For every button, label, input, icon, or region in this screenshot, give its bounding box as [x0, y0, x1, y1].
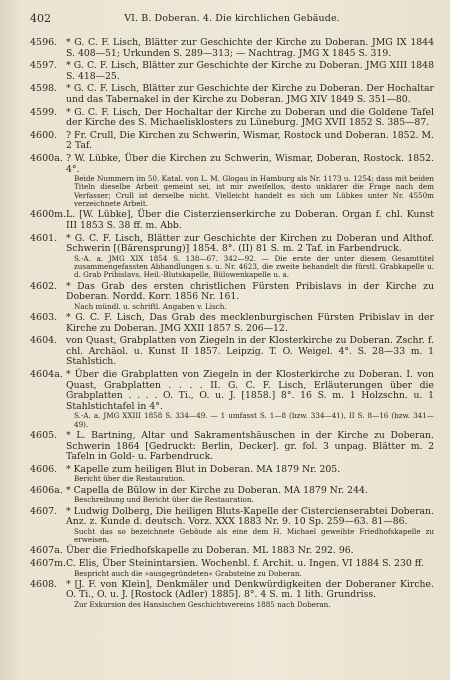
- bibliography-entry: [30, 210, 434, 231]
- bibliography-list: [30, 38, 434, 611]
- page-header: [30, 12, 434, 26]
- entry-number: 4605.: [30, 430, 58, 441]
- bibliography-entry: [30, 61, 434, 82]
- entry-text: Über die Friedhofskapelle zu Doberan. ML 1883 Nr. 292. 96.: [66, 545, 354, 557]
- bibliography-entry: [30, 370, 434, 429]
- entry-note: Sucht das so bezeichnete Gebäude als eine dem H. Michael geweihte Friedhofskapelle zu erweisen.: [74, 526, 434, 545]
- entry-note: Zur Exkursion des Hansischen Geschichtsvereins 1885 nach Doberan.: [74, 600, 331, 610]
- entry-text: * G. C. F. Lisch, Der Hochaltar der Kirche zu Doberan und die Goldene Tafel der Kirche des S. Michaelisklosters zu Lüneburg. JMG XVII 1852 S. 385—87.: [66, 106, 434, 129]
- bibliography-entry: [30, 580, 434, 609]
- entry-number: 4602.: [30, 280, 58, 292]
- entry-number: 4601.: [30, 232, 58, 244]
- entry-note: Beschreibung und Bericht über die Restauration.: [74, 495, 254, 505]
- bibliography-entry: [30, 84, 434, 105]
- running-head: VI. B. Doberan. 4. Die kirchlichen Gebäude.: [124, 13, 340, 24]
- bibliography-entry: [30, 131, 434, 152]
- bibliography-entry: [30, 234, 434, 280]
- bibliography-entry: [30, 465, 434, 484]
- entry-text: von Quast, Grabplatten von Ziegeln in der Klosterkirche zu Doberan. Zschr. f. chl. Archäol. u. Kunst II 1857. Leipzig. T. O. Weigel. 4°. S. 28—33 m. 1 Stahlstich.: [66, 335, 434, 368]
- entry-text: * Über die Grabplatten von Ziegeln in der Klosterkirche zu Doberan. I. von Quast, Grabplatten . . . . II. G. C. F. Lisch, Erläuterungen über die Grabplatten . . . . O. Ti., O. u. J. [1858.] 8°. 16 S. m. 1 Holzschn. u. 1 Stahlstichtafel in 4°.: [66, 369, 434, 412]
- entry-number: 4599.: [30, 106, 58, 118]
- entry-note: Bericht über die Restauration.: [74, 474, 186, 484]
- entry-number: 4596.: [30, 37, 58, 48]
- entry-note: S.-A. a. JMG XIX 1854 S. 138—67. 342—92. — Die erste der unter diesem Gesamttitel zusammengefassten Abhandlungen s. u. Nr. 4623, die zweite behandelt die fürstl. Grabkapelle u. d. Grab Pribislavs, Heil.-Blutskapelle, Bülowenkapelle u. a.: [74, 253, 434, 280]
- entry-text: * Das Grab des ersten christlichen Fürsten Pribislavs in der Kirche zu Doberan. Nordd. Korr. 1856 Nr. 161.: [66, 280, 434, 303]
- bibliography-entry: [30, 431, 434, 463]
- bibliography-entry: [30, 559, 434, 578]
- entry-text: * Kapelle zum heiligen Blut in Doberan. MA 1879 Nr. 205.: [66, 463, 341, 475]
- entry-text: * G. C. F. Lisch, Blätter zur Geschichte der Kirche zu Doberan. JMG XIII 1848 S. 418—25.: [66, 60, 434, 82]
- entry-number: 4598.: [30, 83, 58, 95]
- entry-text: C. Elis, Über Steinintarsien. Wochenbl. f. Archit. u. Ingen. VI 1884 S. 230 ff.: [66, 557, 424, 569]
- entry-text: * [J. F. von Klein], Denkmäler und Denkwürdigkeiten der Doberaner Kirche. O. Ti., O. u. J. [Rostock (Adler) 1885]. 8°. 4 S. m. 1 lith. Grundriss.: [66, 578, 434, 601]
- entry-text: * L. Bartning, Altar und Sakramentshäuschen in der Kirche zu Doberan. Schwerin 1864 [Gedruckt: Berlin, Decker]. gr. fol. 3 unpag. Blätter m. 2 Tafeln in Gold- u. Farbendruck.: [66, 430, 434, 463]
- entry-number: 4600.: [30, 129, 58, 141]
- entry-text: * G. C. F. Lisch, Blätter zur Geschichte der Kirche zu Doberan. Der Hochaltar und das Tabernakel in der Kirche zu Doberan. JMG XIV 1849 S. 351—80.: [66, 83, 434, 105]
- entry-number: 4603.: [30, 312, 58, 324]
- entry-text: ? W. Lübke, Über die Kirchen zu Schwerin, Wismar, Doberan, Rostock. 1852. 4°.: [66, 152, 434, 175]
- entry-text: * Capella de Bülow in der Kirche zu Doberan. MA 1879 Nr. 244.: [66, 484, 368, 496]
- entry-text: * G. C. F. Lisch, Blätter zur Geschichte der Kirchen zu Doberan und Althof. Schwerin [(Bärensprung)] 1854. 8°. (II) 81 S. m. 2 Taf. in Farbendruck.: [66, 232, 434, 255]
- entry-note: S.-A. a. JMG XXIII 1858 S. 334—49. — 1 umfasst S. 1—8 (bzw. 334—41), II S. 8—16 (bzw. 341—49).: [74, 411, 434, 429]
- entry-number: 4606a.: [30, 484, 63, 496]
- entry-text: L. [W. Lübke], Über die Cisterzienserkirche zu Doberan. Organ f. chl. Kunst III 1853 S. 38 ff. m. Abb.: [66, 209, 434, 231]
- entry-number: 4604a.: [30, 369, 63, 381]
- entry-note: Beide Nummern im 50. Katal. von L. M. Glogau in Hamburg als Nr. 1173 u. 1254; dass mit beiden Titeln dieselbe Arbeit gemeint sei, ist mir zweifellos, desto unklarer die Frage nach dem Verfasser; Crull ist derselbe nicht. Vielleicht handelt es sich um Lübkes unter Nr. 4550m verzeichnete Arbeit.: [74, 174, 434, 209]
- entry-number: 4607a.: [30, 545, 63, 557]
- entry-text: ? Fr. Crull, Die Kirchen zu Schwerin, Wismar, Rostock und Doberan. 1852. M. 2 Taf.: [66, 129, 434, 152]
- bibliography-entry: [30, 38, 434, 59]
- entry-number: 4600m.: [30, 209, 67, 221]
- bibliography-entry: [30, 486, 434, 505]
- entry-note: Bespricht auch die »ausgegründeten« Grabsteine zu Doberan.: [74, 568, 302, 578]
- entry-number: 4606.: [30, 463, 58, 475]
- entry-text: * G. C. F. Lisch, Das Grab des mecklenburgischen Fürsten Pribislav in der Kirche zu Doberan. JMG XXII 1857 S. 206—12.: [66, 312, 434, 334]
- entry-note: Nach mündl. u. schriftl. Angaben v. Lisch.: [74, 301, 227, 311]
- bibliography-entry: [30, 313, 434, 334]
- bibliography-entry: [30, 507, 434, 545]
- bibliography-entry: [30, 282, 434, 311]
- entry-number: 4607m.: [30, 557, 67, 569]
- entry-number: 4604.: [30, 335, 58, 347]
- entry-text: * G. C. F. Lisch, Blätter zur Geschichte der Kirche zu Doberan. JMG IX 1844 S. 408—51; Urkunden S. 289—313; — Nachtrag. JMG X 1845 S. 319.: [66, 37, 434, 59]
- entry-number: 4607.: [30, 505, 58, 517]
- bibliography-entry: [30, 108, 434, 129]
- entry-number: 4608.: [30, 578, 58, 590]
- bibliography-entry: [30, 546, 434, 557]
- bibliography-entry: [30, 154, 434, 208]
- entry-number: 4597.: [30, 60, 58, 72]
- entry-text: * Ludwig Dolberg, Die heiligen Bluts-Kapelle der Cistercienserabtei Doberan. Anz. z. Kunde d. deutsch. Vorz. XXX 1883 Nr. 9. 10 Sp. 259—63. 81—86.: [66, 505, 434, 528]
- entry-number: 4600a.: [30, 152, 63, 164]
- page-number: 402: [30, 12, 51, 25]
- bibliography-entry: [30, 336, 434, 368]
